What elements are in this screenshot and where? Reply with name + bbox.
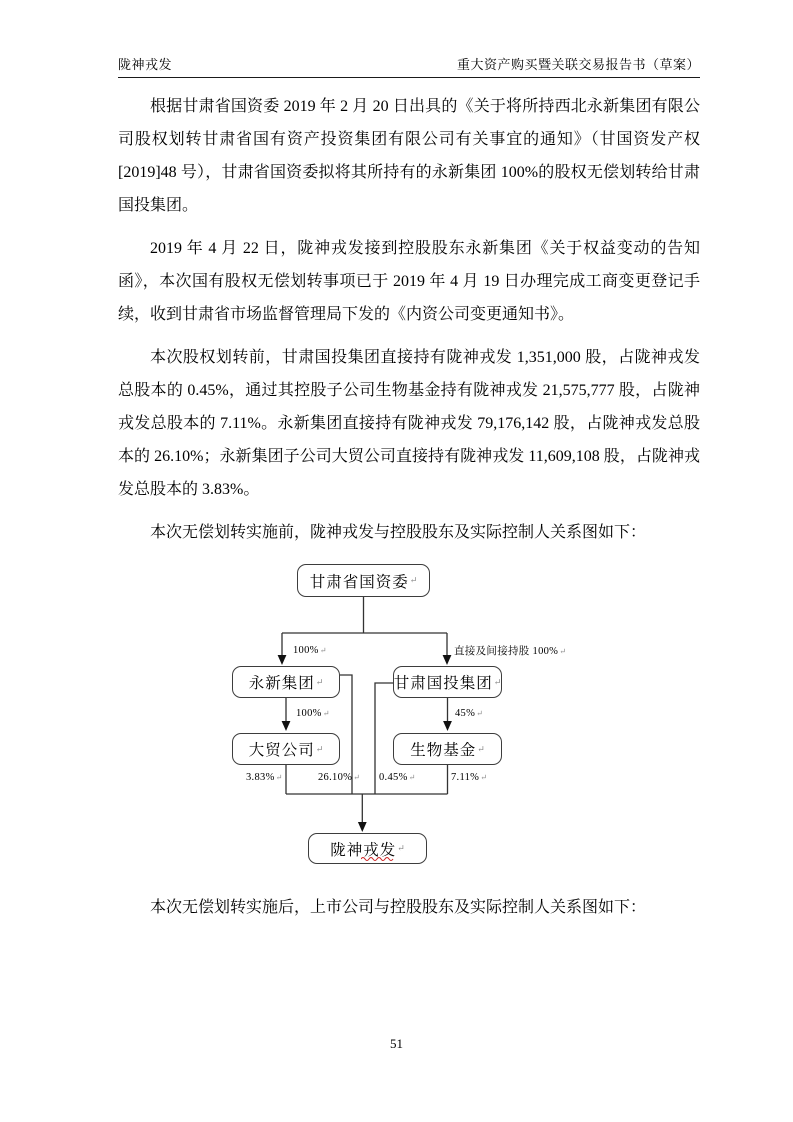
paragraph-mark-icon: ↵ (409, 575, 418, 585)
page-number: 51 (390, 1036, 403, 1051)
header-report-title: 重大资产购买暨关联交易报告书（草案） (456, 57, 700, 72)
ownership-structure-diagram (230, 559, 576, 877)
paragraph-mark-icon: ↵ (493, 676, 502, 687)
edge-label-text: 0.45% (379, 772, 408, 783)
diagram-node-yongxin-group (232, 666, 340, 698)
paragraph-mark-icon: ↵ (322, 709, 330, 718)
edge-label-damao-to-listed (246, 772, 282, 783)
paragraph-mark-icon: ↵ (408, 773, 416, 782)
paragraph-notice: 根据甘肃省国资委 2019 年 2 月 20 日出具的《关于将所持西北永新集团有限公司股权划转甘肃省国有资产投资集团有限公司有关事宜的通知》（甘国资发产权[2019]48 号），甘肃省国资委拟将其所持有的永新集团 100%的股权无偿划转给甘肃国投集团。 (118, 98, 700, 214)
paragraph-mark-icon: ↵ (477, 743, 485, 754)
edge-label-text: 45% (455, 708, 476, 719)
edge-label-text: 直接及间接持股 100% (454, 646, 559, 657)
paragraph-mark-icon: ↵ (559, 647, 566, 656)
edge-label-yongxin-to-listed (318, 772, 360, 783)
diagram-node-gansu-guotou-group (393, 666, 502, 698)
paragraph-mark-icon: ↵ (319, 646, 327, 655)
edge-label-text: 26.10% (318, 772, 353, 783)
edge-label-guotou-to-listed (379, 772, 415, 783)
diagram-node-bio-fund (393, 733, 502, 765)
paragraph-mark-icon: ↵ (275, 773, 283, 782)
paragraph-transfer-completion: 2019 年 4 月 22 日，陇神戎发接到控股股东永新集团《关于权益变动的告知函》，本次国有股权无偿划转事项已于 2019 年 4 月 19 日办理完成工商变更登记手续，收到甘肃省市场监督管理局下发的《内资公司变更通知书》。 (118, 240, 700, 323)
edge-label-bio-to-listed (451, 772, 487, 783)
node-label: 大贸公司 (248, 742, 315, 759)
node-label: 甘肃国投集团 (393, 675, 493, 692)
edge-label-guotou-to-bio (455, 708, 483, 719)
paragraph-mark-icon: ↵ (476, 709, 483, 718)
header-company-name: 陇神戎发 (118, 57, 173, 72)
diagram-node-damao-company (232, 733, 340, 765)
paragraph-mark-icon: ↵ (480, 773, 487, 782)
edge-label-text: 3.83% (246, 772, 275, 783)
node-label: 永新集团 (248, 675, 315, 692)
node-label: 生物基金 (410, 742, 477, 759)
paragraph-mark-icon: ↵ (315, 743, 324, 754)
edge-label-text: 7.11% (451, 772, 480, 783)
spellcheck-squiggle-icon (361, 856, 395, 861)
node-label: 陇神戎发 (330, 841, 397, 859)
paragraph-before-transfer-intro: 本次无偿划转实施前，陇神戎发与控股股东及实际控制人关系图如下： (150, 524, 647, 541)
edge-label-sasac-to-guotou (454, 643, 566, 658)
paragraph-mark-icon: ↵ (315, 676, 324, 687)
edge-label-yongxin-to-damao (296, 708, 329, 719)
page-header (118, 54, 700, 78)
paragraph-after-transfer-intro: 本次无偿划转实施后，上市公司与控股股东及实际控制人关系图如下： (150, 899, 647, 916)
edge-label-text: 100% (293, 645, 319, 656)
edge-label-sasac-to-yongxin (293, 645, 326, 656)
diagram-node-longshen-rongfa (308, 833, 427, 864)
diagram-node-gansu-sasac (297, 564, 430, 597)
node-label: 甘肃省国资委 (309, 573, 409, 591)
page-body (118, 90, 700, 934)
paragraph-shareholding-detail: 本次股权划转前，甘肃国投集团直接持有陇神戎发 1,351,000 股，占陇神戎发总股本的 0.45%，通过其控股子公司生物基金持有陇神戎发 21,575,777 股，占陇神戎发总股本的 7.11%。永新集团直接持有陇神戎发 79,176,142 股，占陇神戎发总股本的 26.10%；永新集团子公司大贸公司直接持有陇神戎发 11,609,108 股，占陇神戎发总股本的 3.83%。 (118, 349, 700, 498)
paragraph-mark-icon: ↵ (397, 843, 405, 853)
edge-label-text: 100% (296, 708, 322, 719)
paragraph-mark-icon: ↵ (353, 773, 360, 782)
diagram-connector-lines (230, 559, 576, 877)
